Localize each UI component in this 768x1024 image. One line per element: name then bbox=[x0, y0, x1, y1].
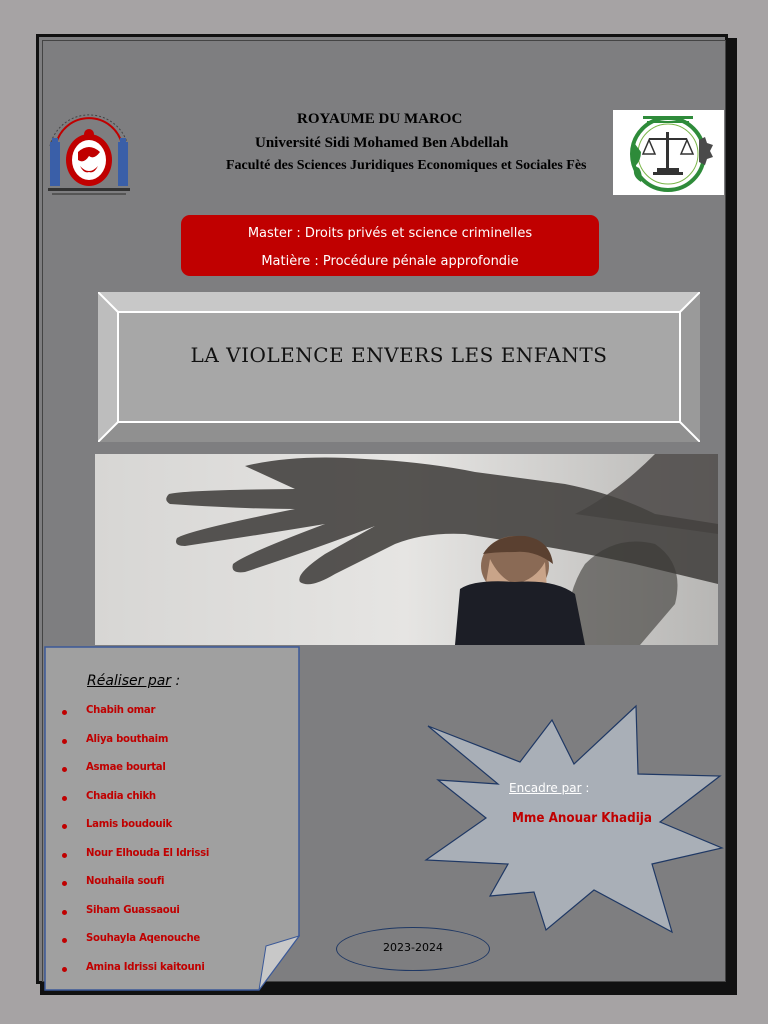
document-title: LA VIOLENCE ENVERS LES ENFANTS bbox=[190, 343, 608, 367]
university-heading: Université Sidi Mohamed Ben Abdellah bbox=[255, 135, 509, 151]
bullet-icon bbox=[62, 767, 67, 772]
kingdom-heading: ROYAUME DU MAROC bbox=[297, 111, 463, 127]
bullet-icon bbox=[62, 938, 67, 943]
academic-year-oval bbox=[336, 927, 490, 971]
title-frame bbox=[98, 292, 700, 442]
university-seal-icon bbox=[44, 104, 134, 199]
bullet-icon bbox=[62, 967, 67, 972]
faculty-logo bbox=[613, 110, 724, 195]
bullet-icon bbox=[62, 796, 67, 801]
bullet-icon bbox=[62, 910, 67, 915]
authors-label: Réaliser par : bbox=[87, 673, 181, 689]
author-name: Souhayla Aqenouche bbox=[86, 931, 200, 944]
bullet-icon bbox=[62, 710, 67, 715]
author-name: Nouhaila soufi bbox=[86, 874, 165, 887]
master-label: Master : Droits privés et science criminelles bbox=[247, 226, 533, 241]
author-name: Amina Idrissi kaitouni bbox=[86, 960, 205, 973]
academic-year: 2023-2024 bbox=[383, 941, 443, 954]
faculty-heading: Faculté des Sciences Juridiques Economiques et Sociales Fès bbox=[226, 158, 587, 173]
supervisor-name: Mme Anouar Khadija bbox=[512, 811, 652, 826]
supervisor-label: Encadre par : bbox=[509, 781, 590, 795]
bullet-icon bbox=[62, 881, 67, 886]
faculty-scales-of-justice-icon bbox=[613, 110, 724, 195]
program-banner bbox=[181, 215, 599, 276]
author-name: Siham Guassaoui bbox=[86, 903, 180, 916]
author-name: Asmae bourtal bbox=[86, 760, 166, 773]
author-name: Chadia chikh bbox=[86, 789, 156, 802]
bullet-icon bbox=[62, 824, 67, 829]
bullet-icon bbox=[62, 853, 67, 858]
author-name: Aliya bouthaim bbox=[86, 732, 169, 745]
author-name: Nour Elhouda El Idrissi bbox=[86, 846, 210, 859]
author-name: Lamis boudouik bbox=[86, 817, 172, 830]
subject-label: Matière : Procédure pénale approfondie bbox=[261, 254, 519, 269]
bullet-icon bbox=[62, 739, 67, 744]
hand-shadow-over-child-photo bbox=[95, 454, 718, 645]
author-name: Chabih omar bbox=[86, 703, 156, 716]
